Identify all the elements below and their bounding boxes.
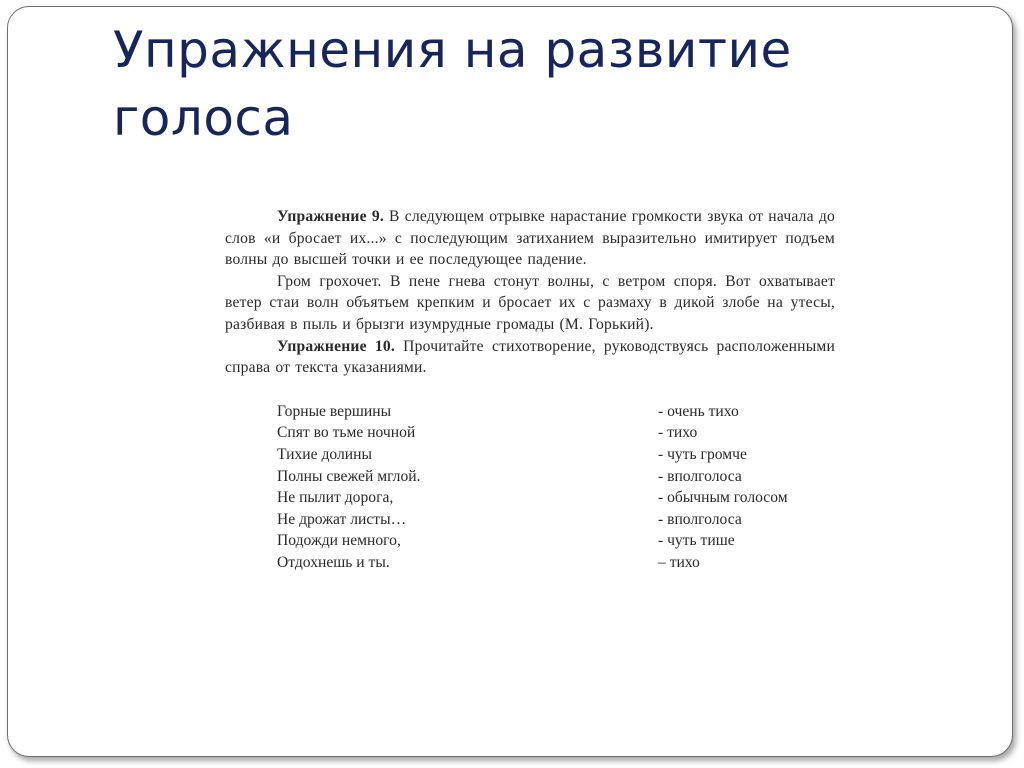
poem-line: Горные вершины [277, 402, 392, 420]
poem-line: Спят во тьме ночной [277, 424, 416, 442]
poem-line: Не дрожат листы… [277, 510, 407, 528]
poem [277, 401, 817, 574]
poem-row [277, 422, 817, 444]
poem-line: Не пылит дорога, [277, 489, 394, 507]
poem-note: - очень тихо [658, 402, 739, 420]
poem-line: Полны свежей мглой. [277, 467, 421, 485]
poem-row [277, 444, 817, 466]
poem-note: – тихо [658, 553, 700, 571]
exercise-9-paragraph [225, 206, 835, 271]
poem-note: - тихо [658, 424, 698, 442]
poem-line: Подожди немного, [277, 532, 401, 550]
scanned-text-block [225, 206, 835, 574]
poem-row [277, 466, 817, 488]
poem-row [277, 530, 817, 552]
exercise-10-text: Прочитайте стихотворение, руководствуясь расположенными справа от текста указаниями. [225, 337, 835, 377]
poem-note: - чуть громче [658, 445, 747, 463]
exercise-9-label: Упражнение 9. [277, 208, 384, 225]
poem-note: - вполголоса [658, 467, 742, 485]
poem-row [277, 487, 817, 509]
slide-title: Упражнения на развитие голоса [113, 21, 792, 147]
poem-note: - чуть тише [658, 532, 735, 550]
poem-row [277, 509, 817, 531]
quote-paragraph [225, 271, 835, 336]
exercise-9-text: В следующем отрывке нарастание громкости звука от начала до слов «и бросает их...» с последующим затиханием выразительно имитирует подъем волны до высшей точки и ее последующее падение. [225, 208, 835, 269]
quote-text: Гром грохочет. В пене гнева стонут волны, с ветром споря. Вот охватывает ветер стаи волн объятьем крепким и бросает их с размаху в дикой злобе на утесы, разбивая в пыль и брызги изумрудные громады (М. Горький). [225, 272, 835, 333]
exercise-10-label: Упражнение 10. [277, 337, 395, 355]
poem-line: Отдохнешь и ты. [277, 553, 390, 571]
poem-line: Тихие долины [277, 445, 372, 463]
poem-note: - вполголоса [658, 510, 742, 528]
exercise-10-paragraph [225, 336, 835, 379]
poem-note: - обычным голосом [658, 489, 788, 507]
poem-row [277, 401, 817, 423]
poem-row [277, 552, 817, 574]
